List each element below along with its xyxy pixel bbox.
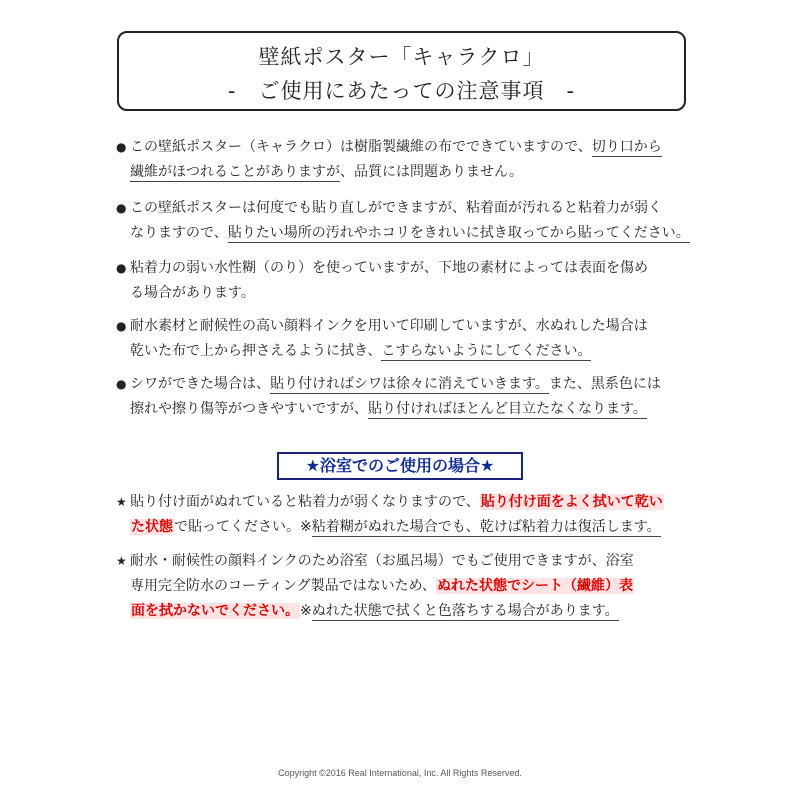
note-text: 専用完全防水のコーティング製品ではないため、 <box>130 578 437 594</box>
note-highlight-text: 面を拭かないでください。 <box>131 603 299 619</box>
note-highlight-text: 貼り付け面をよく拭いて乾い <box>480 494 663 510</box>
note-2 <box>116 196 706 246</box>
note-text: 耐水・耐候性の顔料インクのため浴室（お風呂場）でもご使用できますが、浴室 <box>130 553 634 569</box>
note-4 <box>116 314 706 364</box>
note-underlined-text: 貼り付ければほとんど目立たなくなります。 <box>368 401 647 417</box>
star-icon: ★ <box>116 554 127 568</box>
note-underlined-text: こすらないようにしてください。 <box>381 343 592 359</box>
title-box <box>117 31 686 111</box>
bullet-icon: ● <box>116 201 127 215</box>
note-text: 、品質には問題ありません。 <box>340 164 523 180</box>
bath-section-heading: ★浴室でのご使用の場合★ <box>277 452 523 480</box>
note-text: る場合があります。 <box>130 285 255 301</box>
note-text: シワができた場合は、 <box>130 376 270 392</box>
note-text: 擦れや擦り傷等がつきやすいですが、 <box>130 401 368 417</box>
note-text: 貼り付け面がぬれていると粘着力が弱くなりますので、 <box>130 494 480 510</box>
bullet-icon: ● <box>116 140 127 154</box>
note-text: 粘着力の弱い水性糊（のり）を使っていますが、下地の素材によっては表面を傷め <box>130 260 648 276</box>
note-text: この壁紙ポスターは何度でも貼り直しができますが、粘着面が汚れると粘着力が弱く <box>130 200 662 216</box>
note-underlined-text: 貼り付ければシワは徐々に消えていきます。 <box>270 376 549 392</box>
note-text: ※ <box>300 603 312 619</box>
bath-note-1 <box>116 490 706 540</box>
note-text: 耐水素材と耐候性の高い顔料インクを用いて印刷していますが、水ぬれした場合は <box>130 318 648 334</box>
note-5 <box>116 372 706 422</box>
bullet-icon: ● <box>116 261 127 275</box>
bath-note-2 <box>116 549 706 624</box>
note-text: この壁紙ポスター（キャラクロ）は樹脂製繊維の布でできていますので、 <box>130 139 592 155</box>
note-text: 乾いた布で上から押さえるように拭き、 <box>130 343 382 359</box>
note-underlined-text: ぬれた状態で拭くと色落ちする場合があります。 <box>311 603 619 619</box>
page-title: 壁紙ポスター「キャラクロ」 <box>258 45 545 69</box>
note-underlined-text: 繊維がほつれることがありますが <box>130 164 340 180</box>
note-text: また、黒系色には <box>548 376 661 392</box>
note-highlight-text: ぬれた状態でシート（繊維）表 <box>437 578 634 594</box>
star-icon: ★ <box>116 495 127 509</box>
note-3 <box>116 256 706 306</box>
bullet-icon: ● <box>116 319 127 333</box>
note-text: で貼ってください。※ <box>174 519 312 535</box>
note-underlined-text: 切り口から <box>591 139 662 155</box>
note-underlined-text: 粘着糊がぬれた場合でも、乾けば粘着力は復活します。 <box>311 519 661 535</box>
note-underlined-text: 貼りたい場所の汚れやホコリをきれいに拭き取ってから貼ってください。 <box>227 225 690 241</box>
note-highlight-text: た状態 <box>131 519 173 535</box>
note-1 <box>116 135 706 185</box>
bullet-icon: ● <box>116 377 127 391</box>
copyright-notice: Copyright ©2016 Real International, Inc. All Rights Reserved. <box>278 768 522 778</box>
page-subtitle: - ご使用にあたっての注意事項 - <box>227 79 576 103</box>
note-text: なりますので、 <box>130 225 228 241</box>
